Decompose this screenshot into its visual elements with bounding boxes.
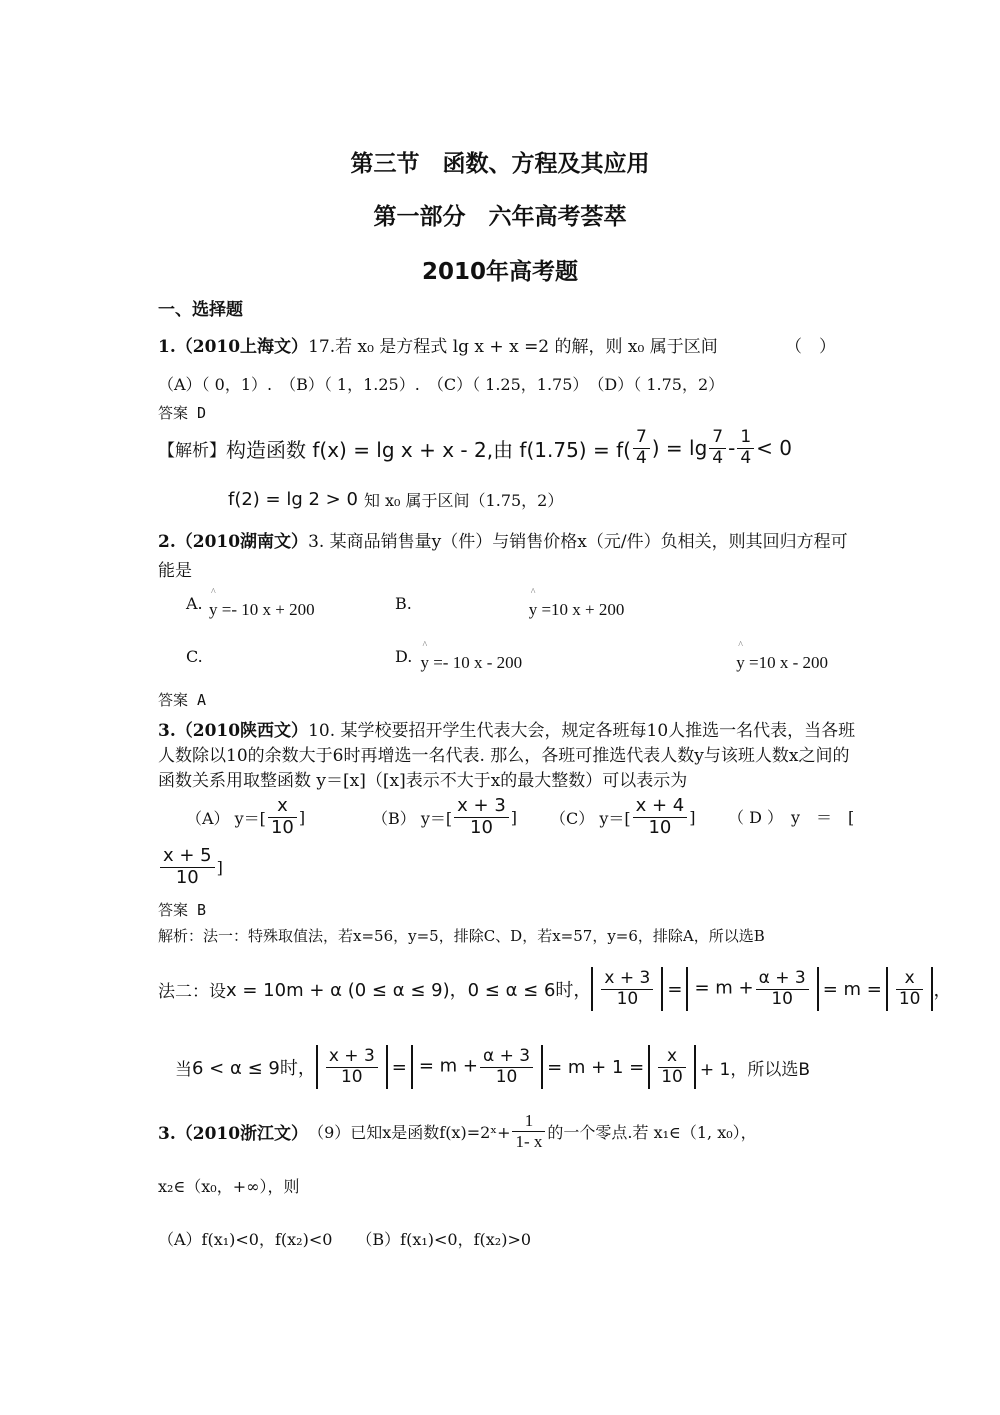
q2-opt-d: ^ y =10 x - 200 [736, 653, 828, 673]
q1-analysis-lt: < 0 [756, 436, 793, 460]
q3-opt-c [550, 792, 696, 842]
q3-opt-a-text: （A） y＝[ [186, 808, 266, 828]
q3-stem-line1 [158, 716, 855, 741]
q3-solution-3: 当 6 < α ≤ 9时， $\frac{x + 3}{10}$ = = m + $\frac{\alpha + 3}{10}$ = m + 1 = $\frac{x}{10}$ + 1，所以选B [175, 1036, 810, 1098]
q4-stem-line1 [158, 1106, 757, 1156]
q2-stem-line2: 能是 [158, 561, 192, 581]
q3-stem: 10. 某学校要招开学生代表大会，规定各班每10人推选一名代表，当各班 [308, 721, 856, 741]
q3-opt-b-frac: $\frac{x + 3}{10}$ [454, 796, 509, 838]
q3-answer: 答案 B [158, 901, 207, 919]
q1-frac-7-4: $\frac{7}{4}$ [633, 428, 650, 468]
q3-sol2-floor-2: = m + $\frac{\alpha + 3}{10}$ [686, 967, 818, 1011]
q3-sol2-eq: = m = [822, 978, 882, 1000]
q1-stem: 17.若 x₀ 是方程式 lg x + x =2 的解，则 x₀ 属于区间 [308, 337, 718, 357]
q2-opt-a-label: A. [186, 594, 203, 613]
q1-analysis-label: 【解析】 [158, 440, 226, 461]
q3-opt-c-frac: $\frac{x + 4}{10}$ [633, 796, 688, 838]
q1-analysis-conclusion: 知 x₀ 属于区间（1.75，2） [363, 491, 564, 510]
q4-frac: $\frac{1}{1- x}$ [512, 1111, 545, 1151]
q2-label: 2.（2010湖南文） [158, 532, 309, 552]
q2-opt-d-label: D. [395, 647, 413, 666]
q1-answer: 答案 D [158, 404, 207, 422]
q3-sol2-comma: ， [933, 980, 952, 1001]
q1-analysis-lg: ) = lg [651, 436, 708, 460]
q3-opt-b [372, 792, 517, 842]
q3-opt-a [186, 792, 305, 842]
q2-opt-c-label: C. [186, 647, 203, 666]
part-title: 第一部分 六年高考荟萃 [373, 204, 627, 230]
q1-frac-1-4: $\frac{1}{4}$ [737, 428, 754, 468]
q3-opt-c-close: ] [689, 807, 696, 827]
q3-opt-d-frac: $\frac{x + 5}{10}$ [160, 846, 215, 888]
q3-stem-line2: 人数除以10的余数大于6时再增选一名代表. 那么，各班可推选代表人数y与该班人数x之间的 [158, 746, 850, 766]
choice-heading: 一、选择题 [158, 300, 243, 320]
q3-stem-line3: 函数关系用取整函数 y＝[x]（[x]表示不大于x的最大整数）可以表示为 [158, 771, 688, 791]
q1-analysis-f2: f(2) = lg 2 > 0 [228, 489, 358, 510]
q2-opt-c: ^ y =- 10 x - 200 [420, 653, 522, 673]
q1-options: （A）（ 0，1）. （B）（ 1，1.25）. （C）（ 1.25，1.75） （D）（ 1.75，2） [158, 375, 725, 394]
q4-stem-a: （9）已知x是函数f(x)=2ˣ+ [308, 1122, 511, 1142]
q3-opt-b-text: （B） y＝[ [372, 808, 453, 828]
q1-analysis-line2 [228, 488, 563, 511]
q3-label: 3.（2010陕西文） [158, 721, 309, 741]
q2-stem: 3. 某商品销售量y（件）与销售价格x（元/件）负相关，则其回归方程可 [308, 532, 848, 552]
q4-stem-line2: x₂∈（x₀，+∞），则 [158, 1177, 300, 1196]
q1-frac-7-4-b: $\frac{7}{4}$ [709, 428, 726, 468]
q3-solution-1: 解析：法一：特殊取值法，若x=56，y=5，排除C、D，若x=57，y=6，排除A，所以选B [158, 927, 765, 945]
q3-opt-a-frac: $\frac{x}{10}$ [268, 796, 297, 838]
q3-opt-c-text: （C） y＝[ [550, 808, 631, 828]
q2-opt-b-label: B. [395, 594, 412, 613]
q3-opt-b-close: ] [510, 807, 518, 827]
section-title: 第三节 函数、方程及其应用 [350, 151, 650, 177]
q4-options-ab: （A）f(x₁)<0，f(x₂)<0 （B）f(x₁)<0，f(x₂)>0 [158, 1230, 532, 1249]
q1-analysis-line1 [158, 424, 792, 472]
q3-sol3-eq: = m + 1 = [547, 1056, 645, 1078]
q2-opt-b: ^ y =10 x + 200 [529, 600, 625, 620]
q3-opt-d-close: ] [216, 857, 223, 877]
q3-sol3-plus: + 1，所以选B [699, 1059, 810, 1080]
q3-opt-d-text: （ D ） y ＝ [ [728, 808, 855, 827]
q4-stem-b: 的一个零点.若 x₁∈（1, x₀）， [547, 1122, 757, 1142]
q1-analysis-expr: 构造函数 f(x) = lg x + x - 2,由 f(1.75) = f( [226, 437, 631, 462]
q1-label: 1.（2010上海文） [158, 337, 309, 357]
q3-sol3-floor-3: $\frac{x}{10}$ [648, 1045, 696, 1089]
q1-answer-paren: （ ） [785, 337, 836, 357]
q2-answer: 答案 A [158, 691, 207, 709]
q3-opt-d-frac-line [158, 842, 223, 892]
q3-sol2-expr: x = 10m + α (0 ≤ α ≤ 9)，0 ≤ α ≤ 6时， [226, 980, 592, 1001]
q3-sol3-expr: 6 < α ≤ 9时， [192, 1058, 316, 1079]
q3-opt-a-close: ] [298, 807, 306, 827]
q3-sol3-floor-2: = m + $\frac{\alpha + 3}{10}$ [411, 1045, 543, 1089]
q3-sol2-label: 法二：设 [158, 981, 226, 1002]
q3-solution-2: 法二：设 x = 10m + α (0 ≤ α ≤ 9)，0 ≤ α ≤ 6时， $\frac{x + 3}{10}$ = = m + $\frac{\alpha + 3}{10}$ = m = $\frac{x}{10}$ ， [158, 958, 951, 1020]
year-title: 2010年高考题 [421, 259, 578, 285]
q1-analysis-minus: - [728, 436, 736, 460]
q1-stem-line [158, 332, 718, 357]
q3-sol3-floor-1: $\frac{x + 3}{10}$ [316, 1045, 388, 1089]
q2-opt-a: ^ y =- 10 x + 200 [209, 600, 315, 620]
q4-label: 3.（2010浙江文） [158, 1123, 309, 1144]
q3-sol2-floor-3: $\frac{x}{10}$ [886, 967, 934, 1011]
q2-stem-line1 [158, 527, 848, 552]
q3-sol2-floor-1: $\frac{x + 3}{10}$ [591, 967, 663, 1011]
q3-sol3-label: 当 [175, 1059, 192, 1080]
